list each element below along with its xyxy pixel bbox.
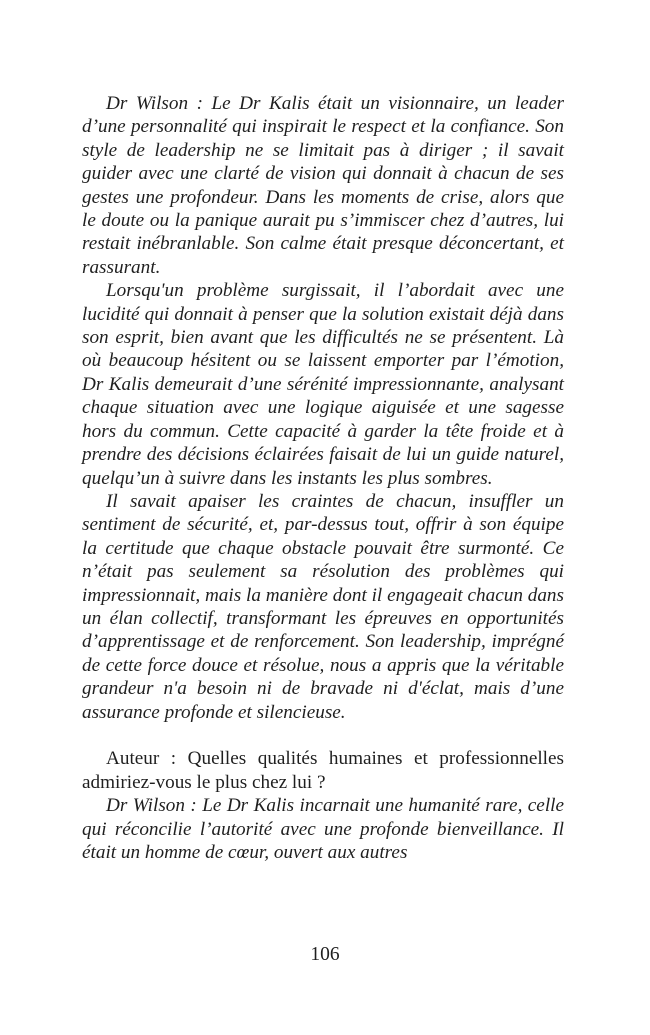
page-number: 106 [310,944,340,965]
paragraph-reassurance: Il savait apaiser les craintes de chacun, insuffler un sentiment de sécurité, et, par-dessus tout, offrir à son équipe la certitude que chaque obstacle pouvait être surmonté. Ce n’était pas seulement sa résolution des problèmes qui impressionnait, mais la manière dont il engageait chacun dans un élan collectif, transformant les épreuves en opportunités d’apprentissage et de renforcement. Son leadership, imprégné de cette force douce et résolue, nous a appris que la véritable grandeur n'a besoin ni de bravade ni d'éclat, mais d’une assurance profonde et silencieuse. [82,490,564,723]
paragraph-author-question: Auteur : Quelles qualités humaines et professionnelles admiriez-vous le plus chez lui ? [82,748,564,793]
paragraph-wilson-humanity: Dr Wilson : Le Dr Kalis incarnait une humanité rare, celle qui réconcilie l’autorité avec une profonde bienveillance. Il était un homme de cœur, ouvert aux autres [82,795,564,863]
paragraph-problem-solving: Lorsqu'un problème surgissait, il l’abordait avec une lucidité qui donnait à penser que la solution existait déjà dans son esprit, bien avant que les difficultés ne se présentent. Là où beaucoup hésitent ou se laissent emporter par l’émotion, Dr Kalis demeurait d’une sérénité impressionnante, analysant chaque situation avec une logique aiguisée et une sagesse hors du commun. Cette capacité à garder la tête froide et à prendre des décisions éclairées faisait de lui un guide naturel, quelqu’un à suivre dans les instants les plus sombres. [82,280,564,489]
body-text [82,92,564,864]
paragraph-wilson-visionary: Dr Wilson : Le Dr Kalis était un visionnaire, un leader d’une personnalité qui inspirait le respect et la confiance. Son style de leadership ne se limitait pas à diriger ; il savait guider avec une clarté de vision qui donnait à chacun de ses gestes une profondeur. Dans les moments de crise, alors que le doute ou la panique aurait pu s’immiscer chez d’autres, lui restait inébranlable. Son calme était presque déconcertant, et rassurant. [82,93,564,278]
paragraph-gap [82,724,564,747]
